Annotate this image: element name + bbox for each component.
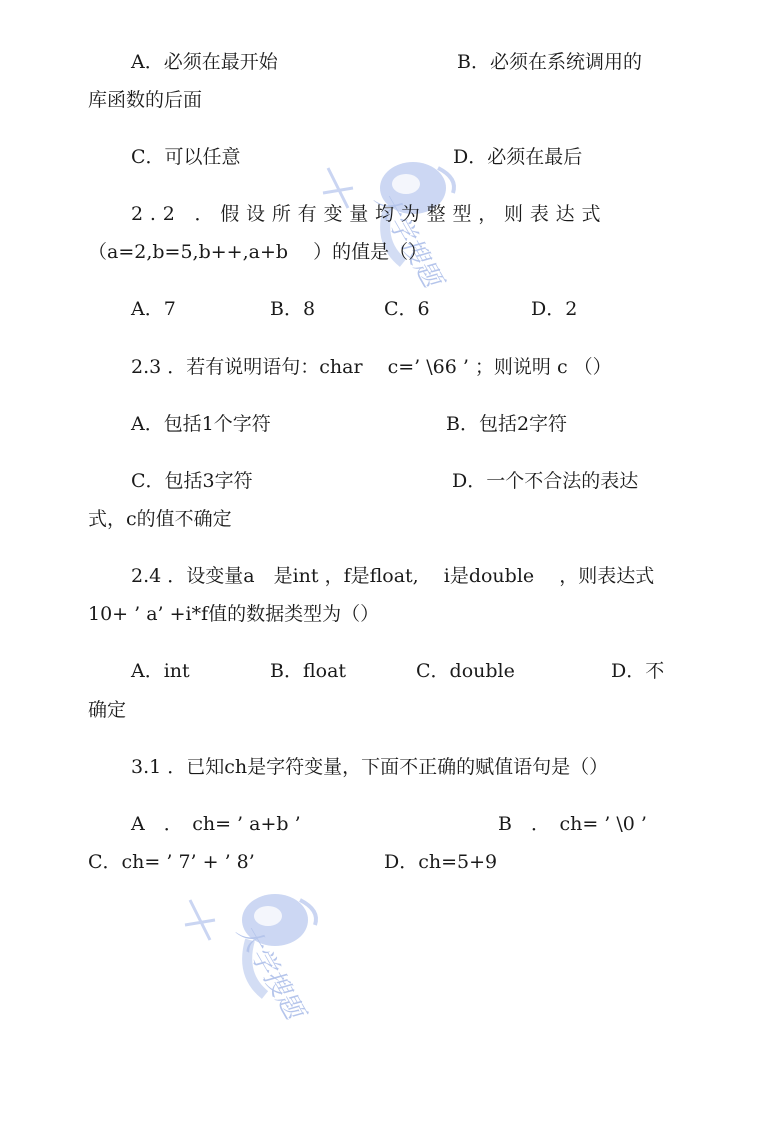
option-c: C．6 xyxy=(384,298,430,320)
option-b: B．float xyxy=(270,660,347,682)
option-c: C．包括3字符 xyxy=(131,470,253,492)
option-d-continued: 确定 xyxy=(88,699,127,721)
option-c: C．可以任意 xyxy=(131,146,241,168)
option-b: B．包括2字符 xyxy=(446,413,568,435)
option-a: A．7 xyxy=(131,298,176,320)
option-b: B ． ch= ’ \0 ’ xyxy=(498,813,647,835)
option-d: D．ch=5+9 xyxy=(384,851,498,873)
watermark-text: 大学搜题 xyxy=(368,187,447,293)
question-stem: 2.2 ．假设所有变量均为整型，则表达式 xyxy=(131,203,608,225)
watermark-text: 大学搜题 xyxy=(230,919,309,1025)
question-stem-continued: （a=2,b=5,b++,a+b ）的值是（） xyxy=(88,241,428,263)
question-stem-continued: 10+ ’ a’ +i*f值的数据类型为（） xyxy=(88,603,380,625)
option-d: D．不 xyxy=(611,660,665,682)
option-d-continued: 式，c的值不确定 xyxy=(88,508,232,530)
option-b-continued: 库函数的后面 xyxy=(88,89,203,111)
question-stem: 3.1 ．已知ch是字符变量，下面不正确的赋值语句是（） xyxy=(131,756,609,778)
option-d: D．一个不合法的表达 xyxy=(452,470,639,492)
option-b: B．8 xyxy=(270,298,316,320)
option-d: D．2 xyxy=(531,298,578,320)
option-a: A．包括1个字符 xyxy=(131,413,271,435)
option-d: D．必须在最后 xyxy=(453,146,583,168)
question-stem: 2.3 ．若有说明语句：char c=’ \66 ’ ；则说明 c （） xyxy=(131,356,612,378)
option-a: A ． ch= ’ a+b ’ xyxy=(131,813,301,835)
option-c: C．ch= ’ 7’ + ’ 8’ xyxy=(88,851,255,873)
option-a: A．int xyxy=(131,660,190,682)
option-a: A．必须在最开始 xyxy=(131,51,278,73)
option-b: B．必须在系统调用的 xyxy=(457,51,642,73)
option-c: C．double xyxy=(416,660,515,682)
question-stem: 2.4 ．设变量a 是int ，f是float, i是double ，则表达式 xyxy=(131,565,655,587)
watermark-logo xyxy=(180,880,330,1025)
